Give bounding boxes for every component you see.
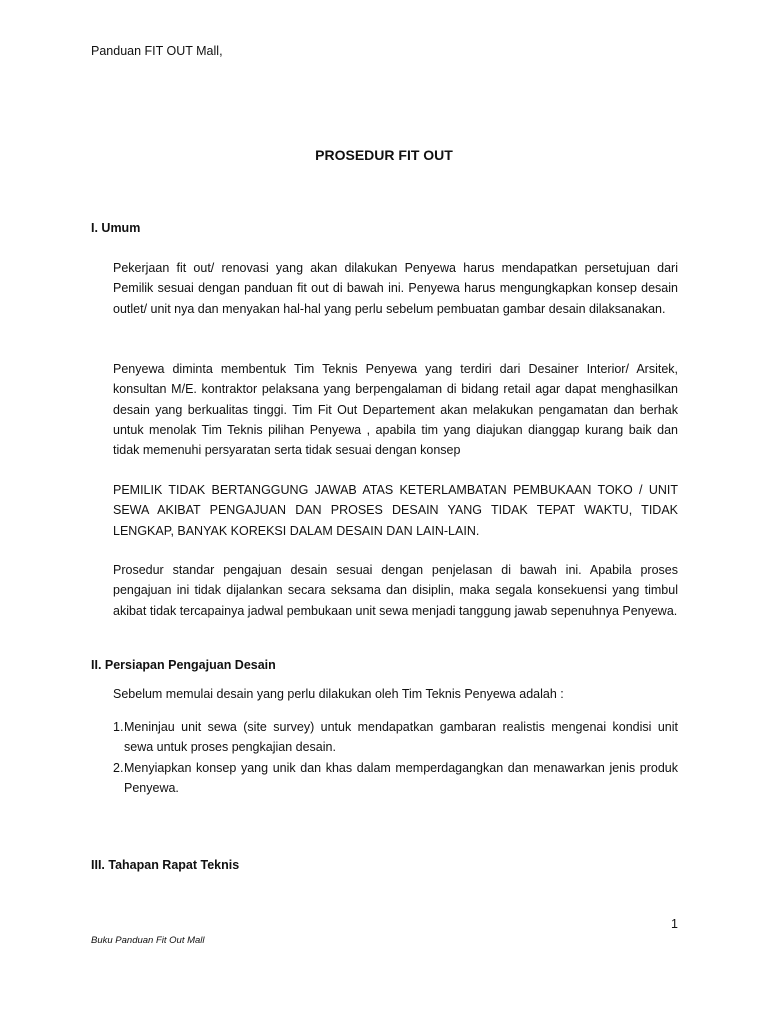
list-item: [113, 717, 678, 758]
paragraph-umum-2: Penyewa diminta membentuk Tim Teknis Penyewa yang terdiri dari Desainer Interior/ Arsitek, konsultan M/E. kontraktor pelaksana yang berpengalaman di bidang retail agar dapat menghasilkan desain yang berkualitas tinggi. Tim Fit Out Departement akan melakukan pengamatan dan berhak untuk menolak Tim Teknis pilihan Penyewa , apabila tim yang diajukan dianggap kurang baik dan tidak memenuhi persyaratan serta tidak sesuai dengan konsep: [113, 362, 678, 458]
page-number: 1: [671, 917, 678, 931]
persiapan-intro: Sebelum memulai desain yang perlu dilakukan oleh Tim Teknis Penyewa adalah :: [113, 687, 564, 701]
list-item: [113, 758, 678, 799]
paragraph-umum-3: PEMILIK TIDAK BERTANGGUNG JAWAB ATAS KETERLAMBATAN PEMBUKAAN TOKO / UNIT SEWA AKIBAT PENGAJUAN DAN PROSES DESAIN YANG TIDAK TEPAT WAKTU, TIDAK LENGKAP, BANYAK KOREKSI DALAM DESAIN DAN LAIN-LAIN.: [113, 483, 678, 538]
page-footer: Buku Panduan Fit Out Mall: [91, 935, 205, 946]
persiapan-list: [113, 717, 678, 798]
document-title: PROSEDUR FIT OUT: [315, 147, 453, 163]
list-item-number: 2.: [113, 760, 124, 775]
paragraph-umum-4: Prosedur standar pengajuan desain sesuai dengan penjelasan di bawah ini. Apabila proses pengajuan ini tidak dijalankan secara seksama dan disiplin, maka segala konsekuensi yang timbul akibat tidak tercapainya jadwal pembukaan unit sewa menjadi tanggung jawab sepenuhnya Penyewa.: [113, 563, 678, 618]
list-item-text: Menyiapkan konsep yang unik dan khas dalam memperdagangkan dan menawarkan jenis produk Penyewa.: [124, 760, 678, 795]
list-item-number: 1.: [113, 720, 124, 734]
paragraph-umum-1: Pekerjaan fit out/ renovasi yang akan dilakukan Penyewa harus mendapatkan persetujuan dari Pemilik sesuai dengan panduan fit out di bawah ini. Penyewa harus mengungkapkan konsep desain outlet/ unit nya dan menyakan hal-hal yang perlu sebelum pembuatan gambar desain dilaksanakan.: [113, 261, 678, 316]
section-heading-persiapan: II. Persiapan Pengajuan Desain: [91, 658, 276, 672]
section-heading-tahapan: III. Tahapan Rapat Teknis: [91, 858, 240, 872]
section-heading-umum: I. Umum: [91, 221, 141, 235]
list-item-text: Meninjau unit sewa (site survey) untuk mendapatkan gambaran realistis mengenai kondisi unit sewa untuk proses pengkajian desain.: [124, 720, 678, 755]
page-header: Panduan FIT OUT Mall,: [91, 44, 223, 58]
